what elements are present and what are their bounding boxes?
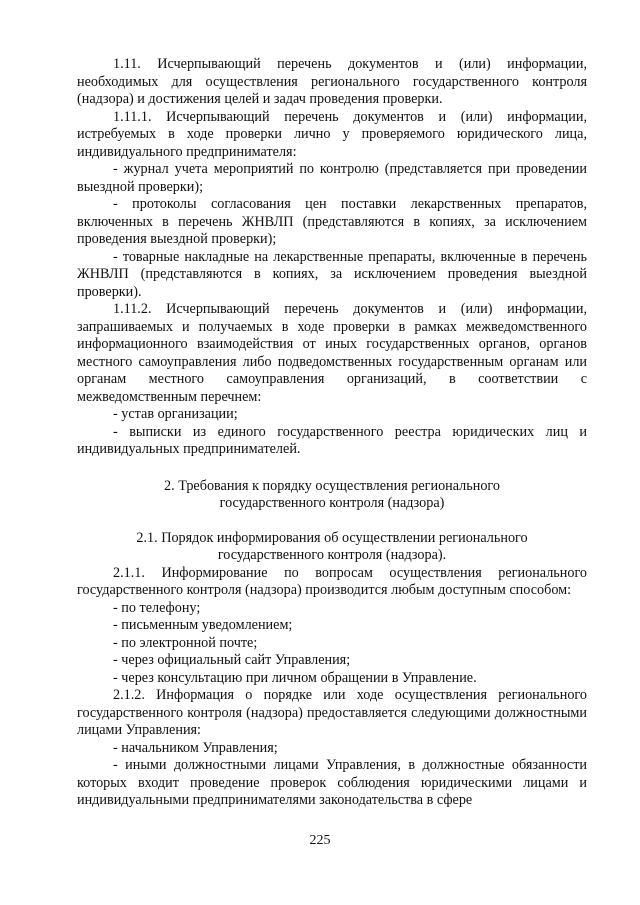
section-2-heading-line-1: 2. Требования к порядку осуществления регионального	[164, 477, 500, 494]
list-item-phone: - по телефону;	[113, 599, 201, 616]
section-2-1-heading-line-2: государственного контроля (надзора).	[217, 547, 447, 563]
paragraph-1-11-2: 1.11.2. Исчерпывающий перечень документов и (или) информации, запрашиваемых и получаемых в ходе проверки в рамках межведомственного информационного взаимодействия от иных государственных органов, органов местного самоуправления либо подведомственных государственным органам или органам местного самоуправления организаций, в соответствии с межведомственным перечнем:	[77, 301, 587, 405]
list-item-invoices: - товарные накладные на лекарственные препараты, включенные в перечень ЖНВЛП (представляются в копиях, за исключением проведения выездной проверки).	[77, 248, 587, 300]
list-item-written-notice: - письменным уведомлением;	[113, 617, 293, 633]
paragraph-2-1-2: 2.1.2. Информация о порядке или ходе осуществления регионального государственного контроля (надзора) предоставляется следующими должностными лицами Управления:	[77, 687, 587, 738]
list-item-other-officials: - иными должностными лицами Управления, в должностные обязанности которых входит проведение проверок соблюдения юридическими лицами и индивидуальными предпринимателями законодательства в сфере	[77, 757, 587, 808]
list-item-personal-consultation: - через консультацию при личном обращении в Управление.	[113, 669, 477, 686]
page-number: 225	[309, 833, 331, 848]
list-item-charter: - устав организации;	[113, 406, 238, 422]
list-item-email: - по электронной почте;	[113, 634, 258, 651]
section-2-heading-line-2: государственного контроля (надзора)	[219, 495, 445, 511]
paragraph-2-1-1: 2.1.1. Информирование по вопросам осуществления регионального государственного контроля (надзора) производится любым доступным способом:	[77, 564, 587, 598]
section-2-1-heading-line-1: 2.1. Порядок информирования об осуществлении регионального	[136, 529, 528, 546]
paragraph-1-11: 1.11. Исчерпывающий перечень документов и (или) информации, необходимых для осуществления регионального государственного контроля (надзора) и достижения целей и задач проведения проверки.	[77, 56, 587, 107]
list-item-journal: - журнал учета мероприятий по контролю (представляется при проведении выездной проверки);	[77, 161, 587, 195]
paragraph-1-11-1: 1.11.1. Исчерпывающий перечень документов и (или) информации, истребуемых в ходе проверки лично у проверяемого юридического лица, индивидуального предпринимателя:	[77, 108, 587, 160]
list-item-registry-extracts: - выписки из единого государственного реестра юридических лиц и индивидуальных предпринимателей.	[77, 423, 587, 457]
list-item-official-site: - через официальный сайт Управления;	[113, 652, 351, 668]
document-body	[77, 56, 587, 810]
list-item-head: - начальником Управления;	[113, 739, 278, 756]
list-item-protocols: - протоколы согласования цен поставки лекарственных препаратов, включенных в перечень ЖНВЛП (представляются в копиях, за исключением проведения выездной проверки);	[77, 196, 587, 247]
